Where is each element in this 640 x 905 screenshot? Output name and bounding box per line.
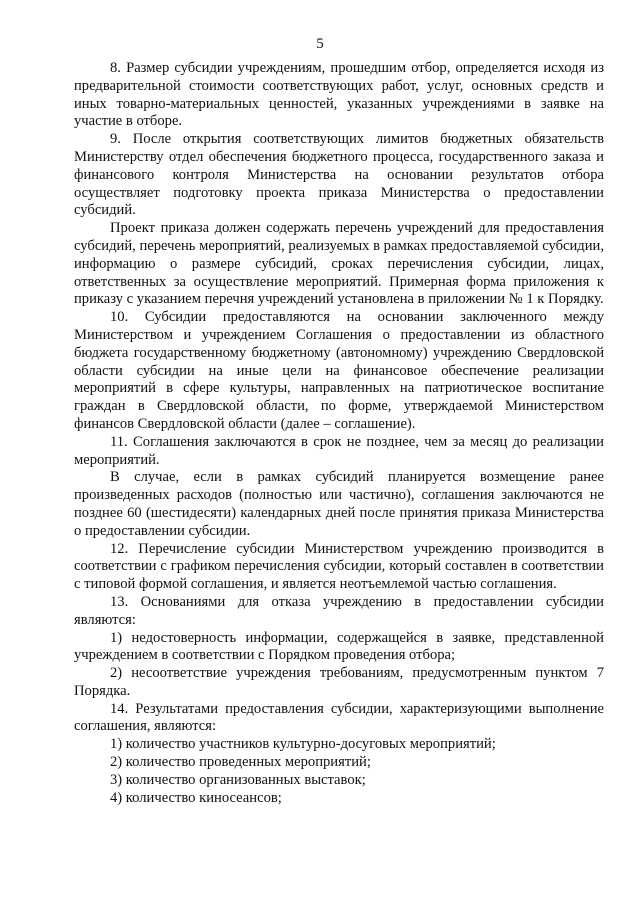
paragraph-order-contents: Проект приказа должен содержать перечень учреждений для предоставления субсидий, перечень мероприятий, реализуемых в рамках предоставляемой субсидии, информацию о размере субсидий, сроках перечисления субсидии, лицах, ответственных за осуществление мероприятий. Примерная форма приложения к приказу с указанием перечня учреждений установлена в приложении № 1 к Порядку.: [74, 220, 604, 308]
paragraph-item-12-transfer: 12. Перечисление субсидии Министерством учреждению производится в соответствии с графиком перечисления субсидии, который составлен в соответствии с типовой формой соглашения, и является неотъемлемой частью соглашения.: [74, 540, 604, 593]
paragraph-result-2: 2) количество проведенных мероприятий;: [110, 754, 371, 771]
document-body: [74, 60, 604, 807]
paragraph-item-10-agreement: 10. Субсидии предоставляются на основании заключенного между Министерством и учреждением Соглашения о предоставлении из областного бюджета государственному бюджетному (автономному) учреждению Свердловской области субсидии на иные цели на финансовое обеспечение реализации мероприятий в сфере культуры, направленных на патриотическое воспитание граждан в Свердловской области, по форме, утверждаемой Министерством финансов Свердловской области (далее – соглашение).: [74, 309, 604, 432]
paragraph-result-3: 3) количество организованных выставок;: [110, 771, 366, 788]
paragraph-reimbursement-case: В случае, если в рамках субсидий планируется возмещение ранее произведенных расходов (полностью или частично), соглашения заключаются не позднее 60 (шестидесяти) календарных дней после принятия приказа Министерства о предоставлении субсидии.: [74, 469, 604, 539]
paragraph-refusal-ground-1: 1) недостоверность информации, содержащейся в заявке, представленной учреждением в соответствии с Порядком проведения отбора;: [74, 629, 604, 664]
page-number: 5: [316, 36, 324, 52]
paragraph-result-1: 1) количество участников культурно-досуговых мероприятий;: [110, 736, 496, 753]
paragraph-refusal-ground-2: 2) несоответствие учреждения требованиям, предусмотренным пунктом 7 Порядка.: [74, 665, 604, 699]
paragraph-item-14-results: 14. Результатами предоставления субсидии, характеризующими выполнение соглашения, являются:: [74, 700, 604, 735]
paragraph-result-4: 4) количество киносеансов;: [110, 789, 282, 806]
paragraph-item-11-agreement-deadline: 11. Соглашения заключаются в срок не позднее, чем за месяц до реализации мероприятий.: [74, 433, 604, 468]
paragraph-item-13-refusal-grounds: 13. Основаниями для отказа учреждению в предоставлении субсидии являются:: [74, 593, 604, 628]
paragraph-item-9-order-preparation: 9. После открытия соответствующих лимитов бюджетных обязательств Министерству отдел обеспечения бюджетного процесса, государственного заказа и финансового контроля Министерства на основании результатов отбора осуществляет подготовку проекта приказа Министерства о предоставлении субсидий.: [74, 131, 604, 219]
paragraph-item-8-subsidy-size: 8. Размер субсидии учреждениям, прошедшим отбор, определяется исходя из предварительной стоимости соответствующих работ, услуг, основных средств и иных товарно-материальных ценностей, указанных учреждениями в заявке на участие в отборе.: [74, 60, 604, 130]
